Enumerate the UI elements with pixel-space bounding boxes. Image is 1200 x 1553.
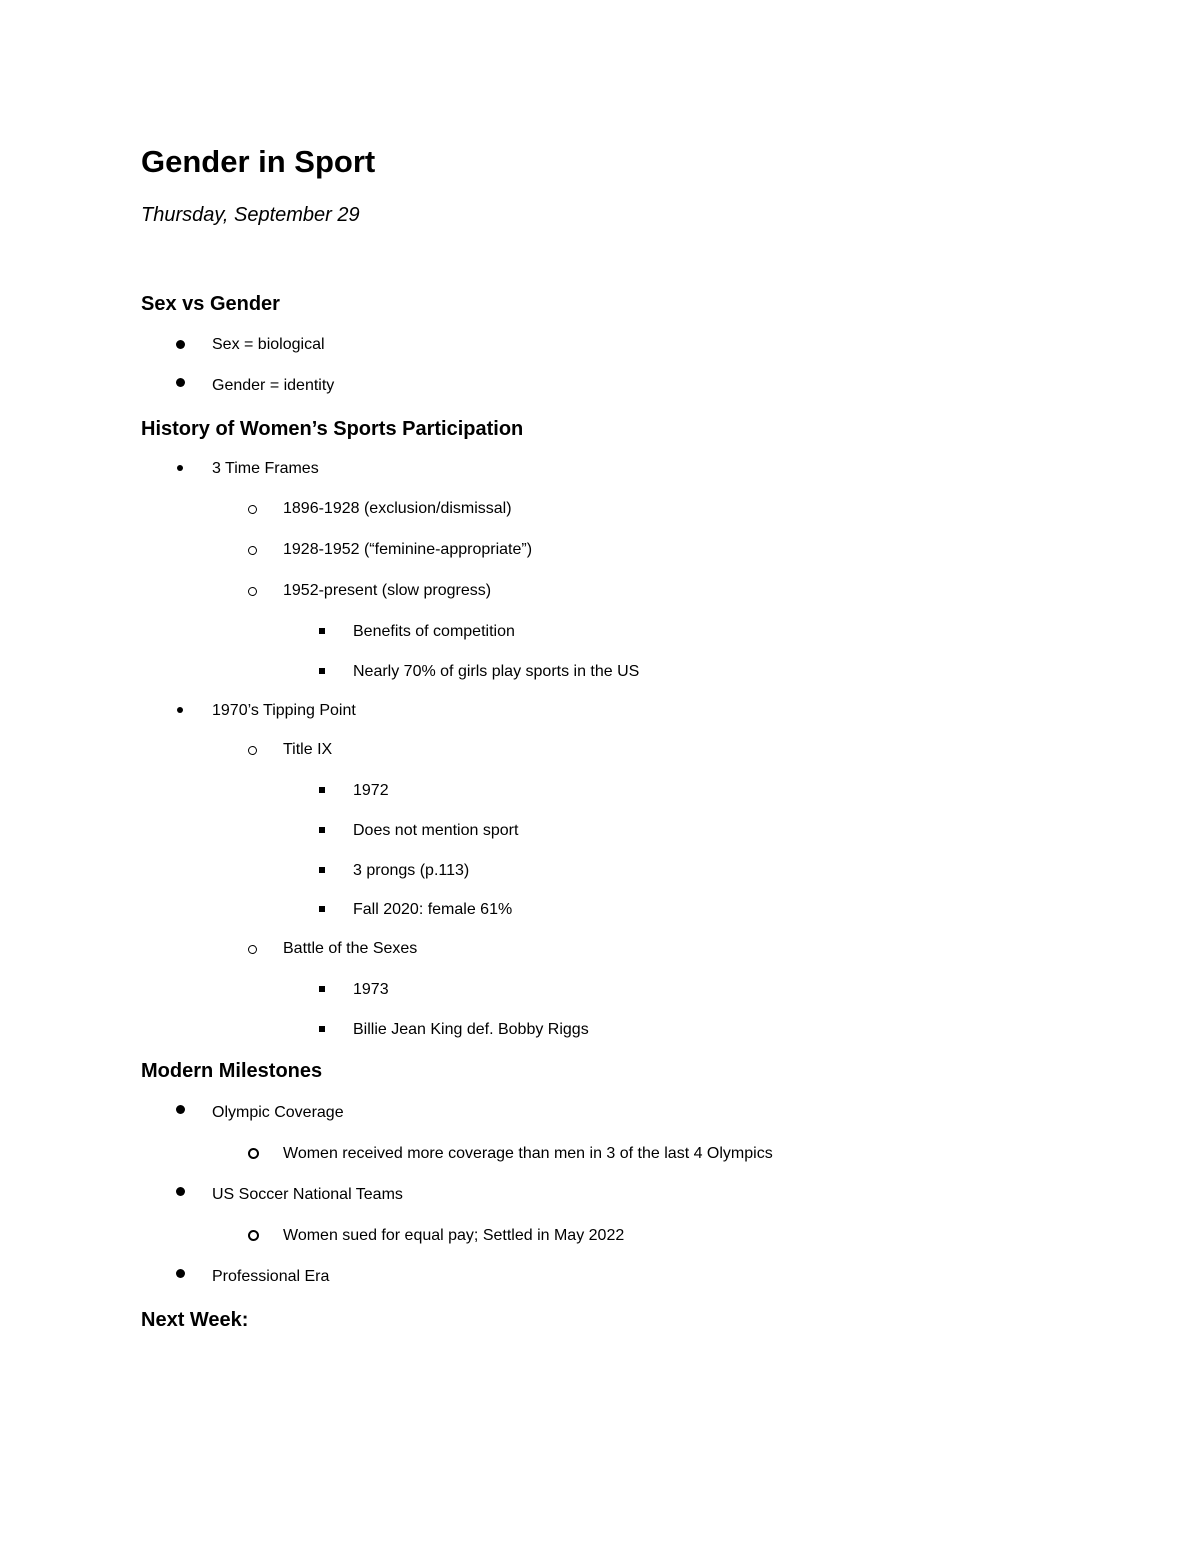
list-item-olympic: Olympic Coverage [212, 1104, 344, 1121]
bullet-disc-icon [176, 1269, 185, 1278]
bullet-circle-icon [248, 945, 257, 954]
bullet-square-icon [319, 628, 325, 634]
heading-modern-milestones: Modern Milestones [141, 1060, 323, 1082]
list-item-time-frames: 3 Time Frames [212, 460, 319, 477]
page-date: Thursday, September 29 [141, 204, 360, 226]
list-item-title-ix: Title IX [283, 741, 333, 758]
list-item-benefits: Benefits of competition [353, 623, 515, 640]
bullet-disc-icon [176, 378, 185, 387]
bullet-square-icon [319, 668, 325, 674]
list-item-billie-jean: Billie Jean King def. Bobby Riggs [353, 1021, 589, 1038]
bullet-square-icon [319, 1026, 325, 1032]
list-item-fall-2020: Fall 2020: female 61% [353, 901, 513, 918]
bullet-square-icon [319, 787, 325, 793]
bullet-circle-icon [248, 1148, 259, 1159]
list-item-battle: Battle of the Sexes [283, 940, 418, 957]
bullet-circle-icon [248, 546, 257, 555]
bullet-circle-icon [248, 587, 257, 596]
list-item-soccer-detail: Women sued for equal pay; Settled in May 2022 [283, 1227, 625, 1244]
page-title: Gender in Sport [141, 144, 376, 179]
bullet-disc-icon [176, 340, 185, 349]
list-item-sex: Sex = biological [212, 336, 325, 353]
list-item-tipping-point: 1970’s Tipping Point [212, 702, 356, 719]
bullet-circle-icon [248, 505, 257, 514]
bullet-square-icon [319, 867, 325, 873]
list-item-1972: 1972 [353, 782, 389, 799]
bullet-disc-icon [176, 1187, 185, 1196]
list-item-period-1: 1896-1928 (exclusion/dismissal) [283, 500, 512, 517]
list-item-professional: Professional Era [212, 1268, 330, 1285]
bullet-disc-icon [177, 465, 183, 471]
heading-history: History of Women’s Sports Participation [141, 418, 524, 440]
list-item-not-mention: Does not mention sport [353, 822, 519, 839]
bullet-circle-icon [248, 746, 257, 755]
list-item-girls-play: Nearly 70% of girls play sports in the US [353, 663, 640, 680]
list-item-olympic-detail: Women received more coverage than men in 3 of the last 4 Olympics [283, 1145, 773, 1162]
bullet-square-icon [319, 827, 325, 833]
bullet-square-icon [319, 906, 325, 912]
list-item-1973: 1973 [353, 981, 389, 998]
list-item-period-3: 1952-present (slow progress) [283, 582, 492, 599]
bullet-square-icon [319, 986, 325, 992]
bullet-disc-icon [176, 1105, 185, 1114]
list-item-soccer: US Soccer National Teams [212, 1186, 403, 1203]
bullet-circle-icon [248, 1230, 259, 1241]
list-item-period-2: 1928-1952 (“feminine-appropriate”) [283, 541, 533, 558]
list-item-prongs: 3 prongs (p.113) [353, 862, 470, 879]
heading-sex-vs-gender: Sex vs Gender [141, 293, 280, 315]
heading-next-week: Next Week: [141, 1309, 249, 1331]
list-item-gender: Gender = identity [212, 377, 335, 394]
bullet-disc-icon [177, 707, 183, 713]
